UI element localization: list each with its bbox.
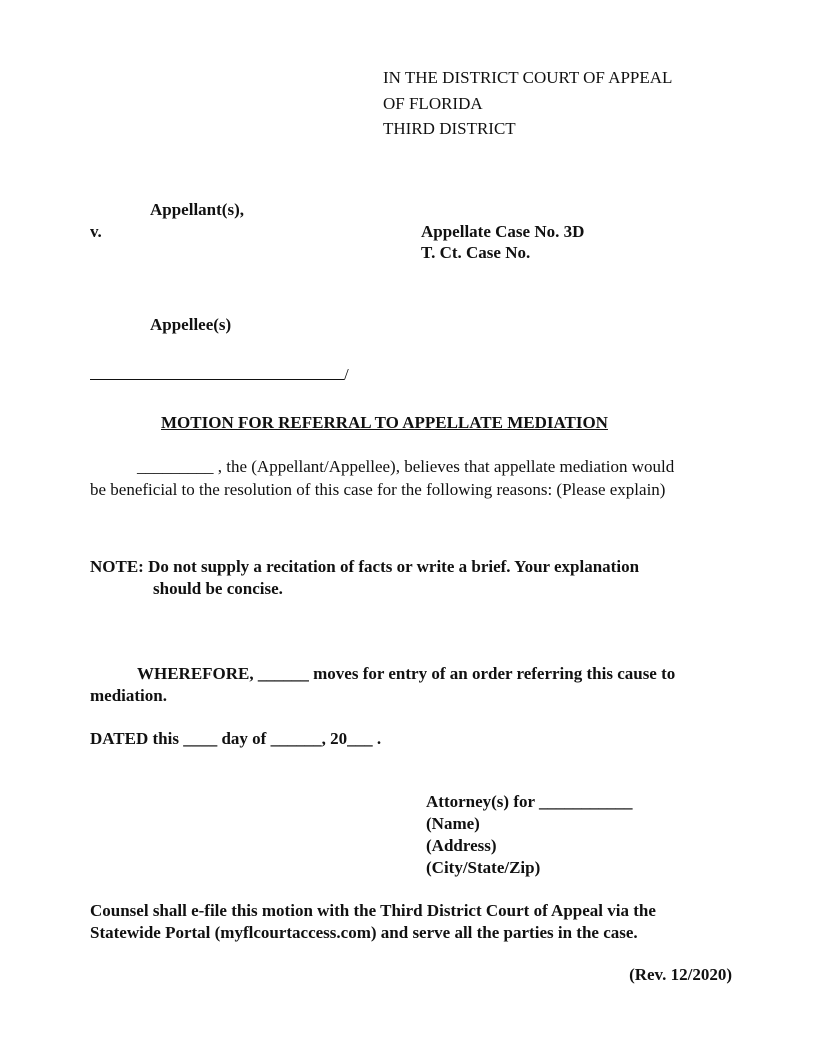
versus-label: v. <box>90 222 102 241</box>
instructions-line-1: Counsel shall e-file this motion with the Third District Court of Appeal via the <box>90 901 656 920</box>
appellate-case-number: Appellate Case No. 3D <box>421 222 585 241</box>
appellant-label: Appellant(s), <box>150 200 244 219</box>
dated-line: DATED this ____ day of ______, 20___ . <box>90 729 382 748</box>
reasons-paragraph-line-1: _________ , the (Appellant/Appellee), believes that appellate mediation would <box>137 457 675 476</box>
wherefore-line-2: mediation. <box>90 686 167 705</box>
attorney-address: (Address) <box>426 836 497 855</box>
attorney-for: Attorney(s) for ___________ <box>426 792 633 811</box>
reasons-paragraph-line-2: be beneficial to the resolution of this case for the following reasons: (Please explain) <box>90 480 666 499</box>
document-title: MOTION FOR REFERRAL TO APPELLATE MEDIATION <box>161 413 608 432</box>
court-header-line-3: THIRD DISTRICT <box>383 119 516 138</box>
attorney-city-state-zip: (City/State/Zip) <box>426 858 541 877</box>
revision-date: (Rev. 12/2020) <box>629 965 732 984</box>
appellee-label: Appellee(s) <box>150 315 232 334</box>
court-header-line-1: IN THE DISTRICT COURT OF APPEAL <box>383 68 673 87</box>
trial-court-case-number: T. Ct. Case No. <box>421 243 531 262</box>
note-line-2: should be concise. <box>153 579 283 598</box>
instructions-line-2: Statewide Portal (myflcourtaccess.com) and serve all the parties in the case. <box>90 923 638 942</box>
court-header-line-2: OF FLORIDA <box>383 94 483 113</box>
attorney-name: (Name) <box>426 814 480 833</box>
note-line-1: NOTE: Do not supply a recitation of facts or write a brief. Your explanation <box>90 557 640 576</box>
caption-rule <box>90 379 344 380</box>
wherefore-line-1: WHEREFORE, ______ moves for entry of an order referring this cause to <box>137 664 676 683</box>
caption-slash: / <box>344 365 349 384</box>
